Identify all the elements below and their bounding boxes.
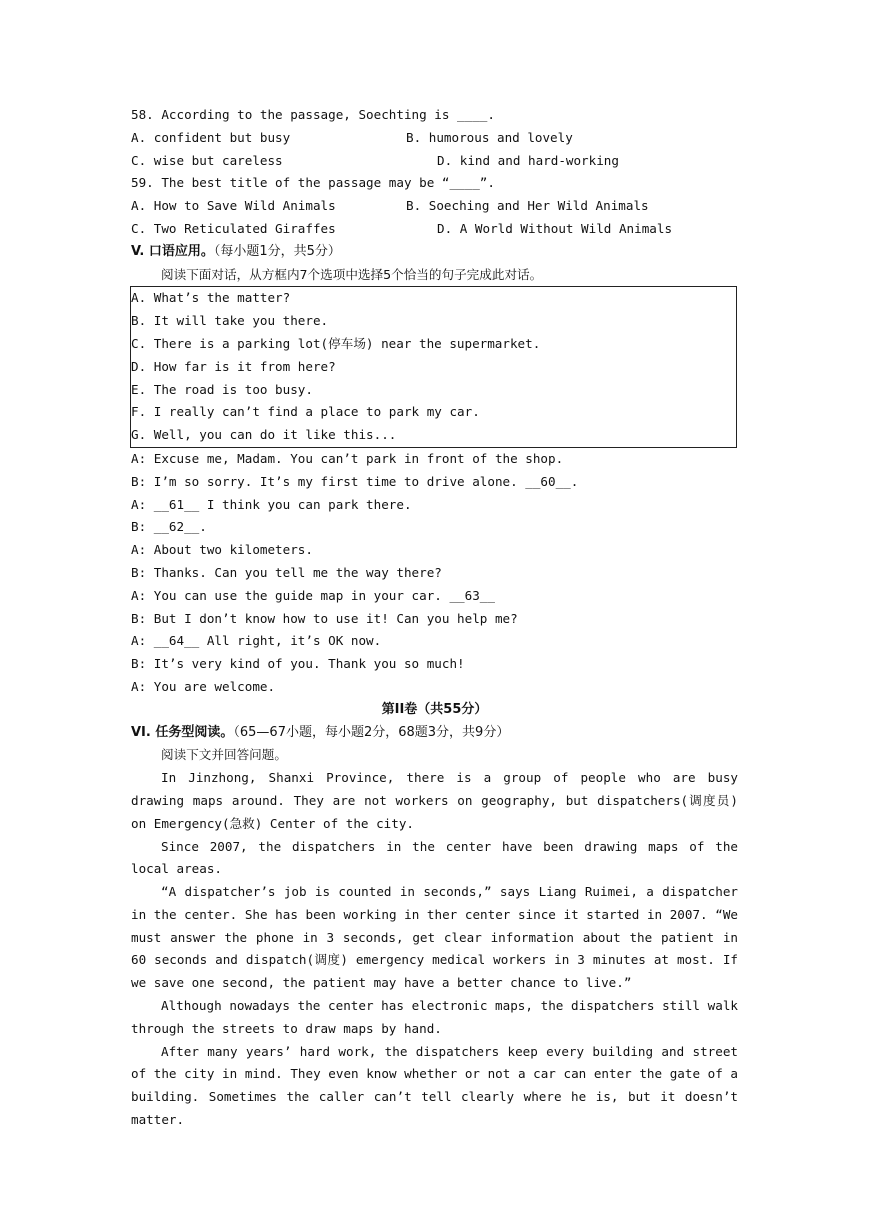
section-5-title: V. 口语应用。 xyxy=(131,243,214,259)
box-option-b: B. It will take you there. xyxy=(131,313,329,329)
box-option-f: F. I really can’t find a place to park my car. xyxy=(131,404,480,420)
question-59-option-a: A. How to Save Wild Animals xyxy=(131,198,336,214)
question-58-option-c: C. wise but careless xyxy=(131,152,283,168)
question-58-options-row-2 xyxy=(131,150,738,173)
question-59-options-row-1 xyxy=(131,195,738,218)
box-option-e: E. The road is too busy. xyxy=(131,381,313,397)
dialogue-line: A: Excuse me, Madam. You can’t park in front of the shop. xyxy=(131,450,564,466)
options-box xyxy=(130,286,737,448)
dialogue-line: A: You are welcome. xyxy=(131,678,276,694)
section-6-instruction: 阅读下文并回答问题。 xyxy=(161,747,287,763)
exam-page xyxy=(131,104,738,1132)
section-5-heading xyxy=(131,241,738,264)
question-58-options-row-1 xyxy=(131,127,738,150)
box-option-g: G. Well, you can do it like this... xyxy=(131,427,397,443)
dialogue-line: A: You can use the guide map in your car. __63__ xyxy=(131,587,495,603)
dialogue-line: B: Thanks. Can you tell me the way there? xyxy=(131,564,442,580)
dialogue-line: B: __62__. xyxy=(131,519,207,535)
section-6-title: VI. 任务型阅读。 xyxy=(131,724,234,740)
question-58-option-d: D. kind and hard-working xyxy=(437,152,619,168)
box-option-d: D. How far is it from here? xyxy=(131,358,336,374)
passage-paragraph-2: Since 2007, the dispatchers in the center have been drawing maps of the local areas. xyxy=(131,838,738,877)
passage-paragraph-1: In Jinzhong, Shanxi Province, there is a group of people who are busy drawing maps around. They are not workers on geography, but dispatchers(调度员) on Emergency(急救) Center of the city. xyxy=(131,770,738,831)
dialogue-line: B: It’s very kind of you. Thank you so much! xyxy=(131,656,465,672)
dialogue-line: B: But I don’t know how to use it! Can you help me? xyxy=(131,610,518,626)
dialogue-line: B: I’m so sorry. It’s my first time to drive alone. __60__. xyxy=(131,473,579,489)
question-59-options-row-2 xyxy=(131,218,738,241)
dialogue-line: A: About two kilometers. xyxy=(131,542,313,558)
question-59-option-d: D. A World Without Wild Animals xyxy=(437,220,673,236)
reading-passage xyxy=(131,767,738,1132)
question-59-option-c: C. Two Reticulated Giraffes xyxy=(131,220,336,236)
question-58-option-a: A. confident but busy xyxy=(131,129,291,145)
passage-paragraph-3: “A dispatcher’s job is counted in seconds,” says Liang Ruimei, a dispatcher in the center. She has been working in ther center since it started in 2007. “We must answer the phone in 3 seconds, get clear information about the patient in 60 seconds and dispatch(调度) emergency medical workers in 3 minutes at most. If we save one second, the patient may have a better chance to live.” xyxy=(131,884,738,991)
dialogue-line: A: __61__ I think you can park there. xyxy=(131,496,412,512)
section-6-heading xyxy=(131,722,738,745)
question-59-option-b: B. Soeching and Her Wild Animals xyxy=(406,198,649,214)
dialogue xyxy=(131,448,738,699)
passage-paragraph-5: After many years’ hard work, the dispatchers keep every building and street of the city in mind. They even know whether or not a car can enter the gate of a building. Sometimes the caller can’t tell clearly where he is, but it doesn’t matter. xyxy=(131,1043,738,1128)
dialogue-line: A: __64__ All right, it’s OK now. xyxy=(131,633,382,649)
question-59-stem: 59. The best title of the passage may be “____”. xyxy=(131,175,495,191)
section-5-note: （每小题1分，共5分） xyxy=(213,243,341,259)
passage-paragraph-4: Although nowadays the center has electronic maps, the dispatchers still walk through the streets to draw maps by hand. xyxy=(131,998,738,1036)
section-5-instruction: 阅读下面对话，从方框内7个选项中选择5个恰当的句子完成此对话。 xyxy=(161,266,543,282)
box-option-c: C. There is a parking lot(停车场) near the supermarket. xyxy=(131,335,541,351)
section-6-note: （65—67小题，每小题2分，68题3分，共9分） xyxy=(233,724,510,740)
part-2-title: 第II卷（共55分） xyxy=(381,701,488,717)
question-58-stem: 58. According to the passage, Soechting is ____. xyxy=(131,107,495,122)
question-58-option-b: B. humorous and lovely xyxy=(406,129,573,145)
box-option-a: A. What’s the matter? xyxy=(131,290,291,306)
